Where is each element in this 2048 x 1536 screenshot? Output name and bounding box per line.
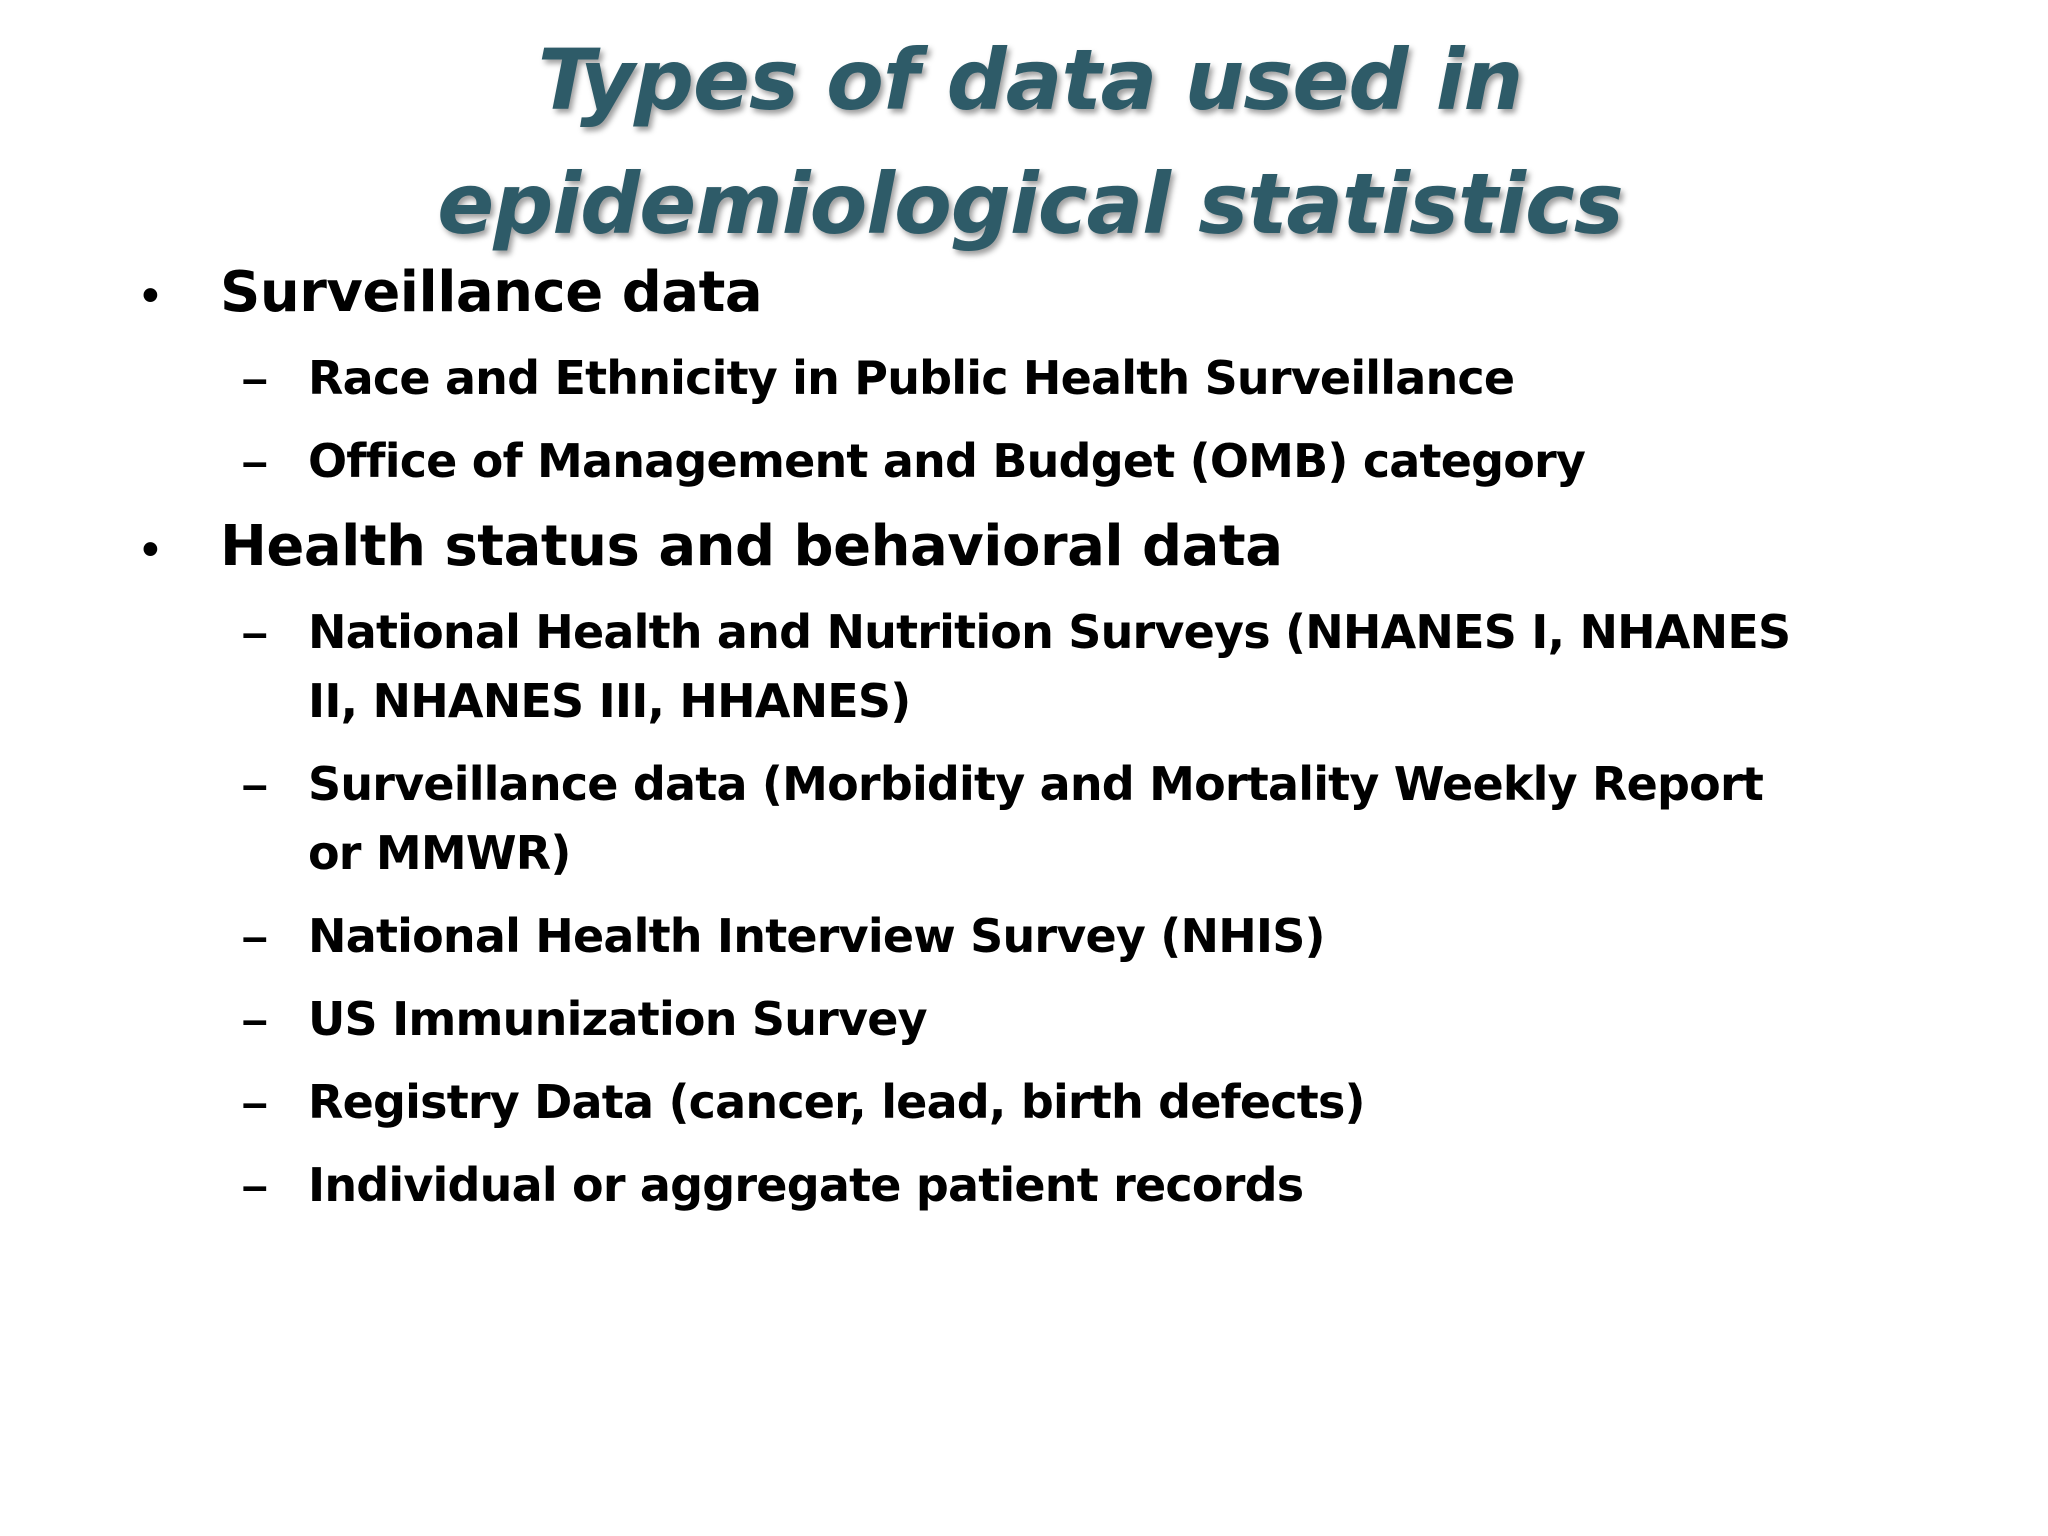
sub-item [242, 1068, 1938, 1137]
sub-item-text: National Health and Nutrition Surveys (NHANES I, NHANES II, NHANES III, HHANES) [308, 605, 1791, 728]
sublist-surveillance [242, 344, 1938, 496]
bullet-text: Health status and behavioral data [220, 514, 1283, 579]
bullet-item-health-status [138, 510, 1938, 584]
slide-content [138, 256, 1938, 1234]
sub-item-text: Office of Management and Budget (OMB) category [308, 434, 1586, 488]
sub-item-text: Race and Ethnicity in Public Health Surveillance [308, 351, 1515, 405]
sub-item-text: Registry Data (cancer, lead, birth defects) [308, 1075, 1365, 1129]
bullet-icon: • [142, 523, 159, 576]
sub-item-text: National Health Interview Survey (NHIS) [308, 909, 1325, 963]
dash-icon: – [242, 758, 268, 810]
slide-title: Types of data used in epidemiological statistics [437, 31, 1623, 253]
bullet-icon: • [142, 269, 159, 322]
sub-item [242, 344, 1938, 413]
sublist-health-status [242, 598, 1938, 1220]
dash-icon: – [242, 435, 268, 487]
dash-icon: – [242, 352, 268, 404]
dash-icon: – [242, 993, 268, 1045]
sub-item [242, 750, 1938, 888]
sub-item [242, 427, 1938, 496]
sub-item [242, 598, 1938, 736]
dash-icon: – [242, 910, 268, 962]
sub-item [242, 1151, 1938, 1220]
dash-icon: – [242, 1159, 268, 1211]
sub-item [242, 985, 1938, 1054]
sub-item-text: Surveillance data (Morbidity and Mortality Weekly Report or MMWR) [308, 757, 1764, 880]
bullet-item-surveillance [138, 256, 1938, 330]
sub-item-text: US Immunization Survey [308, 992, 927, 1046]
dash-icon: – [242, 606, 268, 658]
dash-icon: – [242, 1076, 268, 1128]
sub-item-text: Individual or aggregate patient records [308, 1158, 1304, 1212]
bullet-text: Surveillance data [220, 260, 763, 325]
sub-item [242, 902, 1938, 971]
